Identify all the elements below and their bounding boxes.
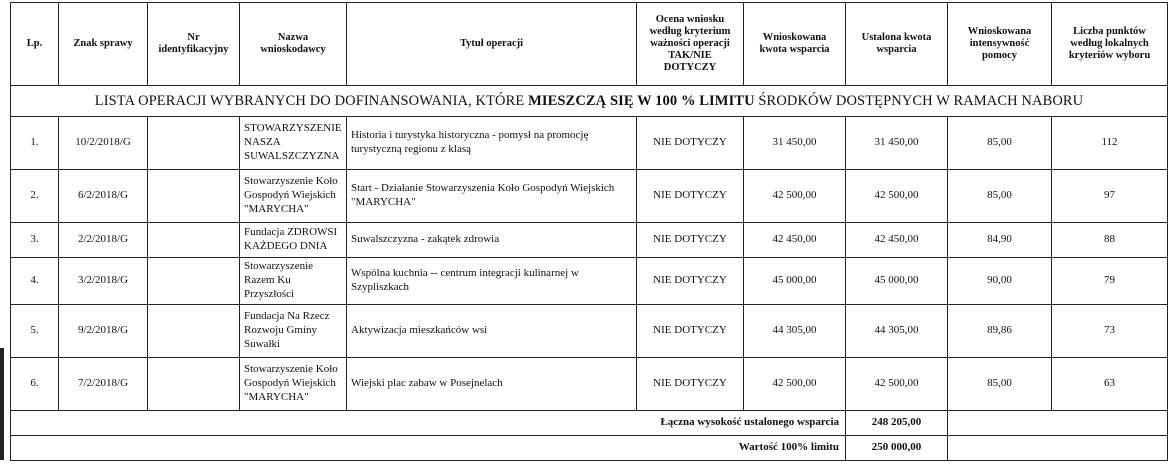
header-nr-identyfikacyjny: Nr identyfikacyjny	[148, 3, 240, 86]
table-row	[11, 170, 1168, 223]
header-lp: Lp.	[11, 3, 59, 86]
cell-ustalona-kwota: 42 500,00	[846, 170, 948, 223]
cell-ocena: NIE DOTYCZY	[637, 358, 744, 411]
cell-nr-identyfikacyjny	[148, 305, 240, 358]
cell-lp: 6.	[11, 358, 59, 411]
cell-ocena: NIE DOTYCZY	[637, 223, 744, 258]
cell-liczba-punktow: 73	[1052, 305, 1168, 358]
cell-lp: 3.	[11, 223, 59, 258]
cell-znak-sprawy: 3/2/2018/G	[59, 258, 148, 305]
summary-total-value: 248 205,00	[846, 411, 948, 436]
cell-tytul-operacji: Suwalszczyzna - zakątek zdrowia	[347, 223, 637, 258]
banner-text-2: ŚRODKÓW DOSTĘPNYCH W RAMACH NABORU	[754, 92, 1084, 109]
cell-tytul-operacji: Wiejski plac zabaw w Posejnelach	[347, 358, 637, 411]
cell-znak-sprawy: 9/2/2018/G	[59, 305, 148, 358]
cell-tytul-operacji: Aktywizacja mieszkańców wsi	[347, 305, 637, 358]
header-tytul-operacji: Tytuł operacji	[347, 3, 637, 86]
cell-znak-sprawy: 10/2/2018/G	[59, 117, 148, 170]
cell-nr-identyfikacyjny	[148, 258, 240, 305]
summary-total-empty	[948, 411, 1168, 436]
cell-ustalona-kwota: 42 500,00	[846, 358, 948, 411]
table-row	[11, 305, 1168, 358]
summary-limit-empty	[948, 436, 1168, 461]
cell-nr-identyfikacyjny	[148, 223, 240, 258]
banner-text-bold: MIESZCZĄ SIĘ W 100 % LIMITU	[528, 92, 755, 109]
header-nazwa-wnioskodawcy: Nazwa wnioskodawcy	[240, 3, 347, 86]
cell-liczba-punktow: 79	[1052, 258, 1168, 305]
cell-intensywnosc: 84,90	[948, 223, 1052, 258]
header-wnioskowana-kwota: Wnioskowana kwota wsparcia	[744, 3, 846, 86]
cell-znak-sprawy: 2/2/2018/G	[59, 223, 148, 258]
header-intensywnosc: Wnioskowana intensywność pomocy	[948, 3, 1052, 86]
cell-tytul-operacji: Start - Działanie Stowarzyszenia Koło Gospodyń Wiejskich "MARYCHA"	[347, 170, 637, 223]
cell-nr-identyfikacyjny	[148, 117, 240, 170]
cell-intensywnosc: 85,00	[948, 358, 1052, 411]
cell-lp: 4.	[11, 258, 59, 305]
cell-nazwa-wnioskodawcy: Stowarzyszenie Razem Ku Przyszłości	[240, 258, 347, 305]
section-banner	[11, 86, 1168, 117]
cell-ustalona-kwota: 45 000,00	[846, 258, 948, 305]
cell-wnioskowana-kwota: 31 450,00	[744, 117, 846, 170]
summary-limit-label: Wartość 100% limitu	[11, 436, 846, 461]
cell-lp: 5.	[11, 305, 59, 358]
cell-lp: 2.	[11, 170, 59, 223]
header-ustalona-kwota: Ustalona kwota wsparcia	[846, 3, 948, 86]
summary-limit-value: 250 000,00	[846, 436, 948, 461]
table-row	[11, 117, 1168, 170]
cell-ocena: NIE DOTYCZY	[637, 258, 744, 305]
cell-nr-identyfikacyjny	[148, 170, 240, 223]
cell-nr-identyfikacyjny	[148, 358, 240, 411]
cell-intensywnosc: 89,86	[948, 305, 1052, 358]
cell-nazwa-wnioskodawcy: Stowarzyszenie Koło Gospodyń Wiejskich "MARYCHA"	[240, 358, 347, 411]
cell-tytul-operacji: Historia i turystyka historyczna - pomysł na promocję turystyczną regionu z klasą	[347, 117, 637, 170]
header-liczba-punktow: Liczba punktów według lokalnych kryteriów wyboru	[1052, 3, 1168, 86]
cell-liczba-punktow: 97	[1052, 170, 1168, 223]
summary-total-label: Łączna wysokość ustalonego wsparcia	[11, 411, 846, 436]
cell-liczba-punktow: 88	[1052, 223, 1168, 258]
cell-znak-sprawy: 6/2/2018/G	[59, 170, 148, 223]
cell-ustalona-kwota: 31 450,00	[846, 117, 948, 170]
cell-lp: 1.	[11, 117, 59, 170]
section-banner-row	[11, 86, 1168, 117]
cell-ocena: NIE DOTYCZY	[637, 117, 744, 170]
cell-liczba-punktow: 63	[1052, 358, 1168, 411]
cell-nazwa-wnioskodawcy: Fundacja ZDROWSI KAŻDEGO DNIA	[240, 223, 347, 258]
summary-total-row	[11, 411, 1168, 436]
summary-limit-row	[11, 436, 1168, 461]
table-row	[11, 358, 1168, 411]
cell-tytul-operacji: Wspólna kuchnia -- centrum integracji kulinarnej w Szypliszkach	[347, 258, 637, 305]
cell-nazwa-wnioskodawcy: STOWARZYSZENIE NASZA SUWALSZCZYZNA	[240, 117, 347, 170]
scan-edge-mark	[0, 348, 4, 460]
cell-wnioskowana-kwota: 42 450,00	[744, 223, 846, 258]
table-row	[11, 258, 1168, 305]
cell-ustalona-kwota: 44 305,00	[846, 305, 948, 358]
cell-ocena: NIE DOTYCZY	[637, 305, 744, 358]
cell-intensywnosc: 85,00	[948, 117, 1052, 170]
cell-ustalona-kwota: 42 450,00	[846, 223, 948, 258]
cell-wnioskowana-kwota: 42 500,00	[744, 358, 846, 411]
cell-wnioskowana-kwota: 45 000,00	[744, 258, 846, 305]
cell-nazwa-wnioskodawcy: Stowarzyszenie Koło Gospodyń Wiejskich "MARYCHA"	[240, 170, 347, 223]
header-ocena-wniosku: Ocena wniosku według kryterium ważności operacji TAK/NIE DOTYCZY	[637, 3, 744, 86]
cell-wnioskowana-kwota: 42 500,00	[744, 170, 846, 223]
cell-wnioskowana-kwota: 44 305,00	[744, 305, 846, 358]
cell-intensywnosc: 90,00	[948, 258, 1052, 305]
cell-znak-sprawy: 7/2/2018/G	[59, 358, 148, 411]
operations-table	[10, 2, 1168, 461]
header-row	[11, 3, 1168, 86]
cell-liczba-punktow: 112	[1052, 117, 1168, 170]
header-znak-sprawy: Znak sprawy	[59, 3, 148, 86]
cell-ocena: NIE DOTYCZY	[637, 170, 744, 223]
table-row	[11, 223, 1168, 258]
cell-intensywnosc: 85,00	[948, 170, 1052, 223]
banner-text-1: LISTA OPERACJI WYBRANYCH DO DOFINANSOWANIA, KTÓRE	[94, 92, 529, 109]
cell-nazwa-wnioskodawcy: Fundacja Na Rzecz Rozwoju Gminy Suwałki	[240, 305, 347, 358]
